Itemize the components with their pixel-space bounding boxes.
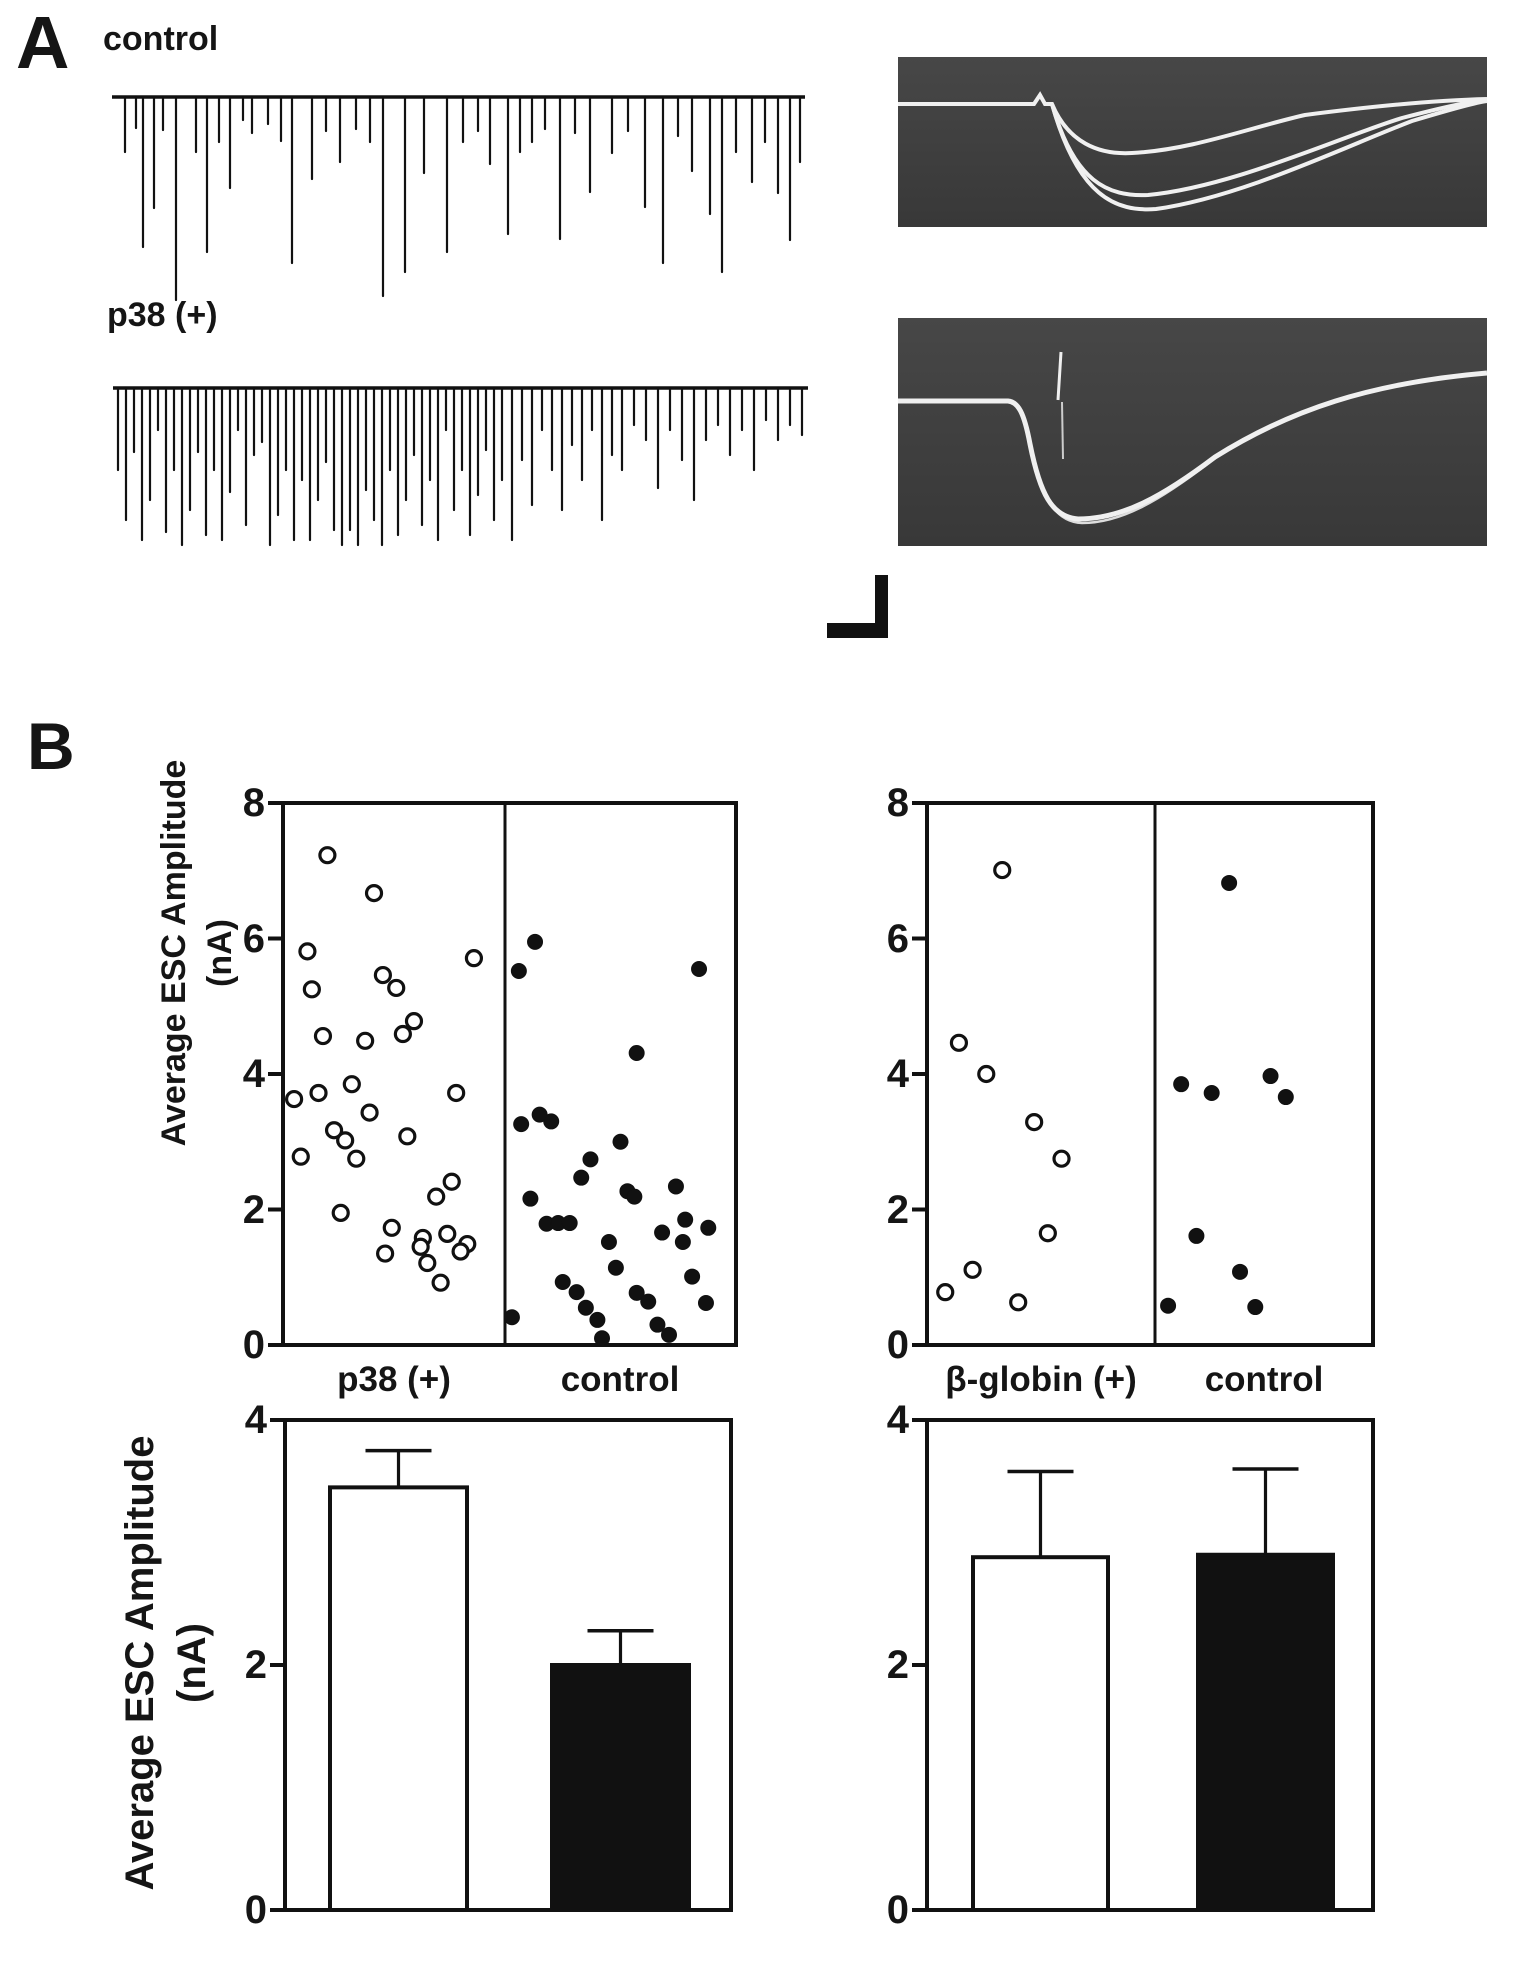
bar-p38-vs-control: [270, 1420, 731, 1910]
bar-control: [552, 1665, 689, 1910]
tick-label: 4: [244, 1398, 267, 1442]
control-mepsc-trace: [112, 97, 805, 300]
tick-label: 8: [886, 781, 909, 825]
bar-y-axis-label-line1: Average ESC Amplitude: [118, 1435, 162, 1891]
series-p38-: [287, 848, 482, 1291]
series--globin-: [938, 863, 1069, 1310]
photo-evoked-current-p38: [898, 318, 1487, 546]
panel-b-label: B: [27, 709, 75, 783]
category-label-bglobin: β-globin (+): [945, 1360, 1137, 1399]
tick-label: 0: [886, 1888, 909, 1932]
tick-label: 6: [242, 916, 265, 961]
tick-label: 0: [242, 1323, 265, 1367]
category-label-control-right: control: [1204, 1360, 1324, 1399]
tick-label: 2: [244, 1643, 267, 1687]
scatter-p38-vs-control: [268, 803, 736, 1346]
bar-control: [1198, 1555, 1333, 1910]
bar-y-axis-label-line2: (nA): [170, 1623, 214, 1703]
tick-label: 2: [886, 1187, 909, 1232]
tick-label: 8: [242, 781, 265, 825]
category-label-p38: p38 (+): [337, 1360, 451, 1399]
p38-mepsc-trace: [113, 388, 808, 545]
bar-bglobin-vs-control: [912, 1420, 1373, 1910]
bar--globin-: [973, 1557, 1108, 1910]
tick-label: 0: [886, 1323, 909, 1367]
bar-p38-: [330, 1487, 467, 1910]
control-trace-label: control: [103, 20, 219, 58]
tick-label: 4: [886, 1398, 909, 1442]
bar-y-axis-label: [114, 1436, 218, 1891]
scatter-y-axis-label-line2: (nA): [201, 919, 239, 987]
tick-label: 0: [244, 1888, 267, 1932]
scale-bar: [827, 575, 888, 638]
category-label-control-left: control: [560, 1360, 680, 1399]
photo-evoked-currents-control: [898, 57, 1487, 227]
panel-a-label: A: [16, 1, 70, 84]
series-control: [1161, 875, 1294, 1314]
series-control: [504, 934, 715, 1345]
tick-label: 2: [242, 1187, 265, 1232]
tick-label: 6: [886, 916, 909, 961]
tick-label: 4: [242, 1052, 265, 1096]
tick-label: 4: [886, 1052, 909, 1096]
scatter-y-axis-label-line1: Average ESC Amplitude: [155, 759, 193, 1147]
p38-trace-label: p38 (+): [107, 296, 218, 334]
scatter-bglobin-vs-control: [912, 803, 1373, 1345]
tick-label: 2: [886, 1643, 909, 1687]
